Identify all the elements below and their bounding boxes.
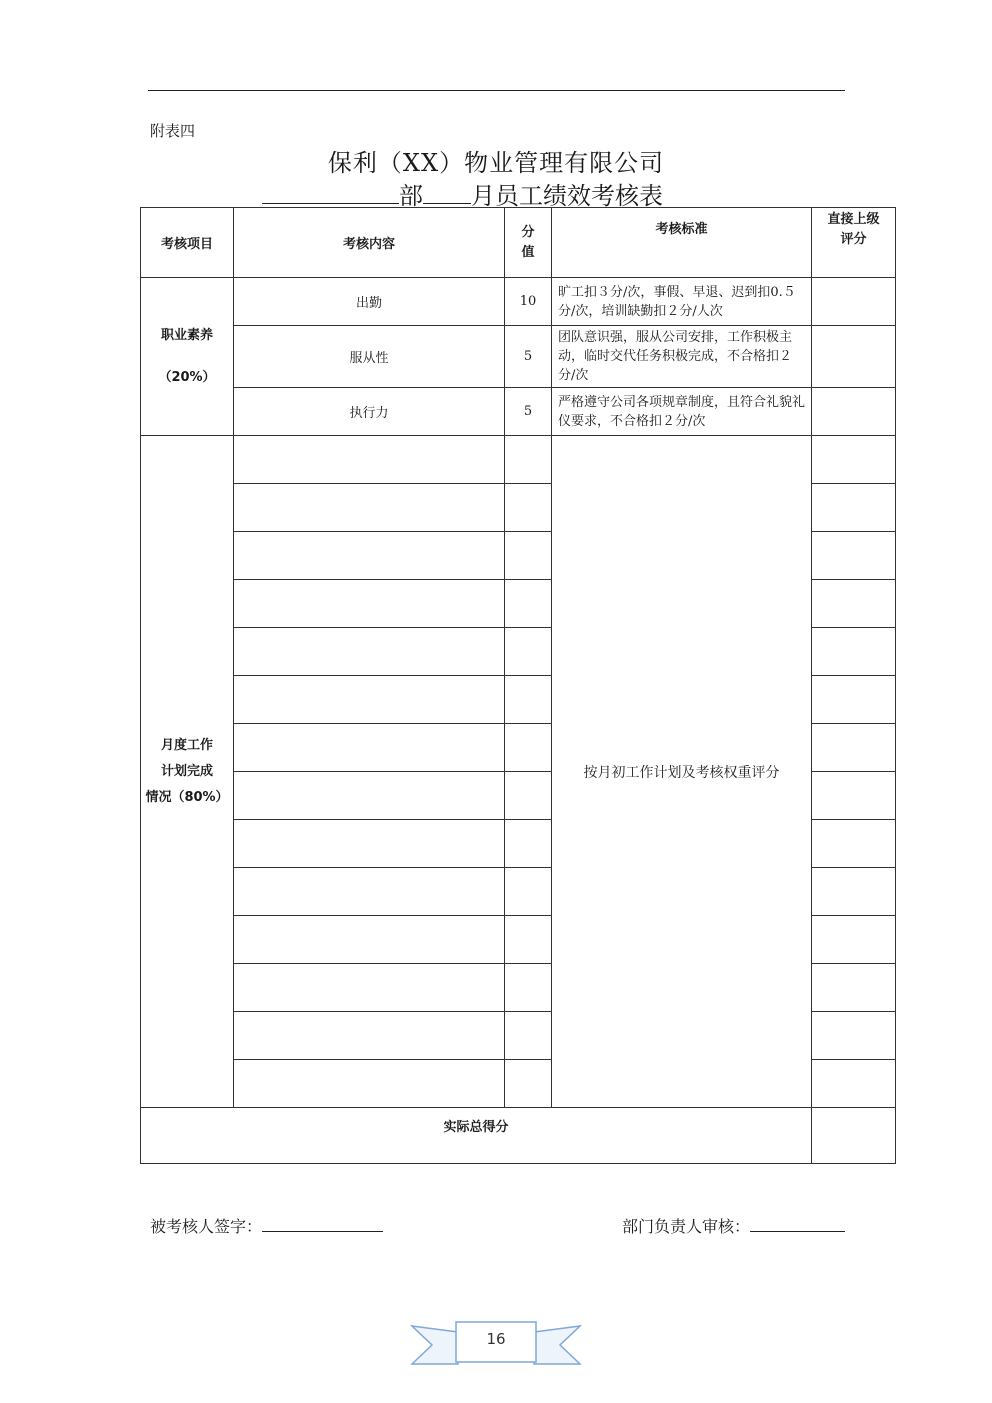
standard-cell: 旷工扣３分/次，事假、早退、迟到扣0.５分/次，培训缺勤扣２分/人次 bbox=[552, 278, 812, 326]
score-cell[interactable] bbox=[505, 820, 552, 868]
content-cell: 出勤 bbox=[234, 278, 505, 326]
content-cell[interactable] bbox=[234, 1060, 505, 1108]
content-cell[interactable] bbox=[234, 580, 505, 628]
header-rating bbox=[812, 208, 896, 278]
table-row bbox=[141, 388, 896, 436]
score-cell[interactable] bbox=[505, 628, 552, 676]
score-cell[interactable] bbox=[505, 964, 552, 1012]
header-rule bbox=[148, 90, 845, 91]
score-cell: 5 bbox=[505, 326, 552, 388]
appendix-label: 附表四 bbox=[150, 122, 196, 140]
header-standard: 考核标准 bbox=[552, 208, 812, 278]
month-blank[interactable] bbox=[423, 179, 471, 204]
form-title-rest: 月员工绩效考核表 bbox=[471, 182, 663, 210]
assessee-signature bbox=[150, 1213, 383, 1237]
monthly-plan-standard: 按月初工作计划及考核权重评分 bbox=[552, 436, 812, 1108]
category-monthly-line3: 情况（80%） bbox=[145, 789, 229, 805]
score-cell: 5 bbox=[505, 388, 552, 436]
rating-cell[interactable] bbox=[812, 964, 896, 1012]
content-cell: 服从性 bbox=[234, 326, 505, 388]
table-row bbox=[141, 326, 896, 388]
content-cell: 执行力 bbox=[234, 388, 505, 436]
rating-cell[interactable] bbox=[812, 1060, 896, 1108]
score-cell[interactable] bbox=[505, 532, 552, 580]
content-cell[interactable] bbox=[234, 964, 505, 1012]
form-title bbox=[262, 176, 663, 211]
standard-cell: 团队意识强，服从公司安排，工作积极主动，临时交代任务积极完成，不合格扣２分/次 bbox=[552, 326, 812, 388]
header-score-text: 分 值 bbox=[521, 224, 535, 260]
content-cell[interactable] bbox=[234, 772, 505, 820]
content-cell[interactable] bbox=[234, 724, 505, 772]
table-header-row bbox=[141, 208, 896, 278]
content-cell[interactable] bbox=[234, 1012, 505, 1060]
content-cell[interactable] bbox=[234, 820, 505, 868]
score-cell[interactable] bbox=[505, 1060, 552, 1108]
score-cell[interactable] bbox=[505, 580, 552, 628]
category-monthly-line1: 月度工作 bbox=[160, 737, 213, 753]
rating-cell[interactable] bbox=[812, 388, 896, 436]
appraisal-table bbox=[140, 207, 896, 1164]
dept-head-review bbox=[622, 1213, 845, 1237]
dept-head-signature-line[interactable] bbox=[750, 1213, 845, 1232]
rating-cell[interactable] bbox=[812, 580, 896, 628]
content-cell[interactable] bbox=[234, 676, 505, 724]
rating-cell[interactable] bbox=[812, 820, 896, 868]
content-cell[interactable] bbox=[234, 436, 505, 484]
total-row bbox=[141, 1108, 896, 1164]
table-row bbox=[141, 278, 896, 326]
page-number: 16 bbox=[486, 1330, 506, 1348]
score-cell[interactable] bbox=[505, 436, 552, 484]
form-title-dept: 部 bbox=[399, 182, 423, 210]
assessee-signature-line[interactable] bbox=[262, 1213, 383, 1232]
category-monthly-line2: 计划完成 bbox=[160, 763, 213, 779]
score-cell[interactable] bbox=[505, 676, 552, 724]
score-cell: 10 bbox=[505, 278, 552, 326]
header-score bbox=[505, 208, 552, 278]
header-rating-text: 直接上级 评分 bbox=[827, 212, 880, 247]
score-cell[interactable] bbox=[505, 772, 552, 820]
content-cell[interactable] bbox=[234, 532, 505, 580]
rating-cell[interactable] bbox=[812, 868, 896, 916]
content-cell[interactable] bbox=[234, 916, 505, 964]
rating-cell[interactable] bbox=[812, 772, 896, 820]
score-cell[interactable] bbox=[505, 868, 552, 916]
category-monthly-plan bbox=[141, 436, 234, 1108]
category-professional-label: 职业素养 bbox=[160, 327, 213, 343]
rating-cell[interactable] bbox=[812, 278, 896, 326]
dept-head-label: 部门负责人审核： bbox=[622, 1217, 751, 1236]
content-cell[interactable] bbox=[234, 868, 505, 916]
rating-cell[interactable] bbox=[812, 628, 896, 676]
table-row bbox=[141, 436, 896, 484]
category-professional-weight: （20%） bbox=[158, 369, 216, 385]
score-cell[interactable] bbox=[505, 724, 552, 772]
content-cell[interactable] bbox=[234, 484, 505, 532]
rating-cell[interactable] bbox=[812, 676, 896, 724]
total-label: 实际总得分 bbox=[141, 1108, 812, 1164]
total-score-cell[interactable] bbox=[812, 1108, 896, 1164]
score-cell[interactable] bbox=[505, 916, 552, 964]
category-professional bbox=[141, 278, 234, 436]
header-item: 考核项目 bbox=[141, 208, 234, 278]
assessee-label: 被考核人签字： bbox=[150, 1217, 263, 1236]
rating-cell[interactable] bbox=[812, 532, 896, 580]
score-cell[interactable] bbox=[505, 484, 552, 532]
rating-cell[interactable] bbox=[812, 916, 896, 964]
rating-cell[interactable] bbox=[812, 1012, 896, 1060]
score-cell[interactable] bbox=[505, 1012, 552, 1060]
rating-cell[interactable] bbox=[812, 326, 896, 388]
content-cell[interactable] bbox=[234, 628, 505, 676]
standard-cell: 严格遵守公司各项规章制度，且符合礼貌礼仪要求，不合格扣２分/次 bbox=[552, 388, 812, 436]
company-name: 保利（XX）物业管理有限公司 bbox=[327, 149, 665, 177]
department-blank[interactable] bbox=[262, 179, 399, 204]
rating-cell[interactable] bbox=[812, 484, 896, 532]
rating-cell[interactable] bbox=[812, 724, 896, 772]
header-content: 考核内容 bbox=[234, 208, 505, 278]
rating-cell[interactable] bbox=[812, 436, 896, 484]
